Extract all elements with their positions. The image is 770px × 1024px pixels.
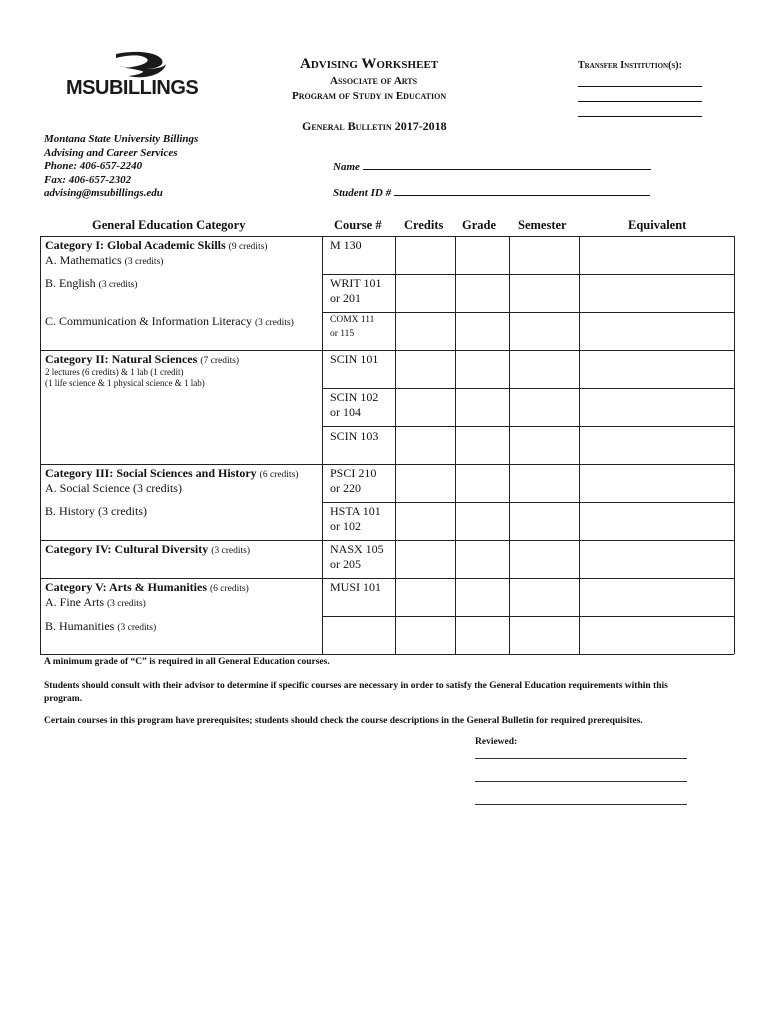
cat2-note-2: (1 life science & 1 physical science & 1 lab)	[45, 378, 205, 388]
header-equivalent: Equivalent	[628, 218, 687, 232]
cat5-fine-arts: A. Fine Arts (3 credits)	[45, 595, 146, 609]
course-comx: COMX 111 or 115	[330, 315, 375, 339]
course-nasx: NASX 105 or 205	[330, 542, 384, 571]
contact-block	[44, 133, 198, 201]
cat5-humanities: B. Humanities (3 credits)	[45, 619, 157, 633]
student-id-line[interactable]	[394, 186, 650, 196]
cat4-title: Category IV: Cultural Diversity (3 credits)	[45, 542, 250, 556]
course-scin101: SCIN 101	[330, 352, 379, 366]
cat1-english: B. English (3 credits)	[45, 276, 138, 290]
name-label: Name	[333, 161, 360, 173]
cat5-title: Category V: Arts & Humanities (6 credits)	[45, 580, 249, 594]
course-hsta: HSTA 101 or 102	[330, 504, 381, 533]
cat2-note-1: 2 lectures (6 credits) & 1 lab (1 credit)	[45, 367, 184, 377]
cat1-title: Category I: Global Academic Skills (9 credits)	[45, 238, 268, 252]
cat3-social-science: A. Social Science (3 credits)	[45, 481, 182, 495]
course-m130: M 130	[330, 238, 362, 252]
reviewed-line-3[interactable]	[475, 804, 687, 805]
page-title: Advising Worksheet	[300, 56, 439, 72]
cat3-history: B. History (3 credits)	[45, 504, 147, 518]
header-course: Course #	[334, 218, 382, 232]
cat3-title: Category III: Social Sciences and History (6 credits)	[45, 466, 299, 480]
student-id-field[interactable]	[333, 186, 650, 199]
header-grade: Grade	[462, 218, 497, 232]
course-psci: PSCI 210 or 220	[330, 466, 377, 495]
transfer-line-1[interactable]	[578, 86, 702, 87]
cat2-title: Category II: Natural Sciences (7 credits)	[45, 352, 240, 366]
note-minimum-grade: A minimum grade of “C” is required in all General Education courses.	[44, 657, 330, 667]
reviewed-line-2[interactable]	[475, 781, 687, 782]
header-semester: Semester	[518, 218, 567, 232]
degree-subtitle: Associate of Arts	[330, 75, 418, 87]
course-scin102: SCIN 102 or 104	[330, 390, 379, 419]
reviewed-label: Reviewed:	[475, 737, 518, 747]
transfer-line-2[interactable]	[578, 101, 702, 102]
contact-fax: Fax: 406-657-2302	[44, 173, 132, 186]
cat1-communication: C. Communication & Information Literacy (3 credits)	[45, 314, 294, 328]
note-consult-advisor: Students should consult with their advisor to determine if specific courses are necessary in order to satisfy the General Education requirements within this program.	[44, 681, 668, 704]
bulletin-year: General Bulletin 2017-2018	[302, 119, 447, 133]
contact-university: Montana State University Billings	[44, 133, 199, 145]
name-line[interactable]	[363, 160, 651, 170]
header-category: General Education Category	[92, 218, 246, 232]
contact-email: advising@msubillings.edu	[44, 187, 163, 199]
course-writ: WRIT 101 or 201	[330, 276, 382, 305]
name-field[interactable]	[333, 160, 651, 173]
worksheet-table	[40, 236, 734, 654]
transfer-line-3[interactable]	[578, 116, 702, 117]
contact-phone: Phone: 406-657-2240	[44, 160, 143, 172]
header-credits: Credits	[404, 218, 444, 232]
note-prerequisites: Certain courses in this program have prerequisites; students should check the course descriptions in the General Bulletin for required prerequisites.	[44, 716, 643, 726]
reviewed-line-1[interactable]	[475, 758, 687, 759]
course-scin103: SCIN 103	[330, 429, 379, 443]
msu-billings-logo	[66, 50, 216, 100]
transfer-institution-label: Transfer Institution(s):	[578, 60, 682, 71]
program-subtitle: Program of Study in Education	[292, 90, 447, 102]
logo-wordmark: MSUBILLINGS	[66, 77, 199, 99]
cat1-mathematics: A. Mathematics (3 credits)	[45, 253, 164, 267]
student-id-label: Student ID #	[333, 187, 392, 199]
contact-office: Advising and Career Services	[44, 146, 178, 159]
course-musi101: MUSI 101	[330, 580, 382, 594]
